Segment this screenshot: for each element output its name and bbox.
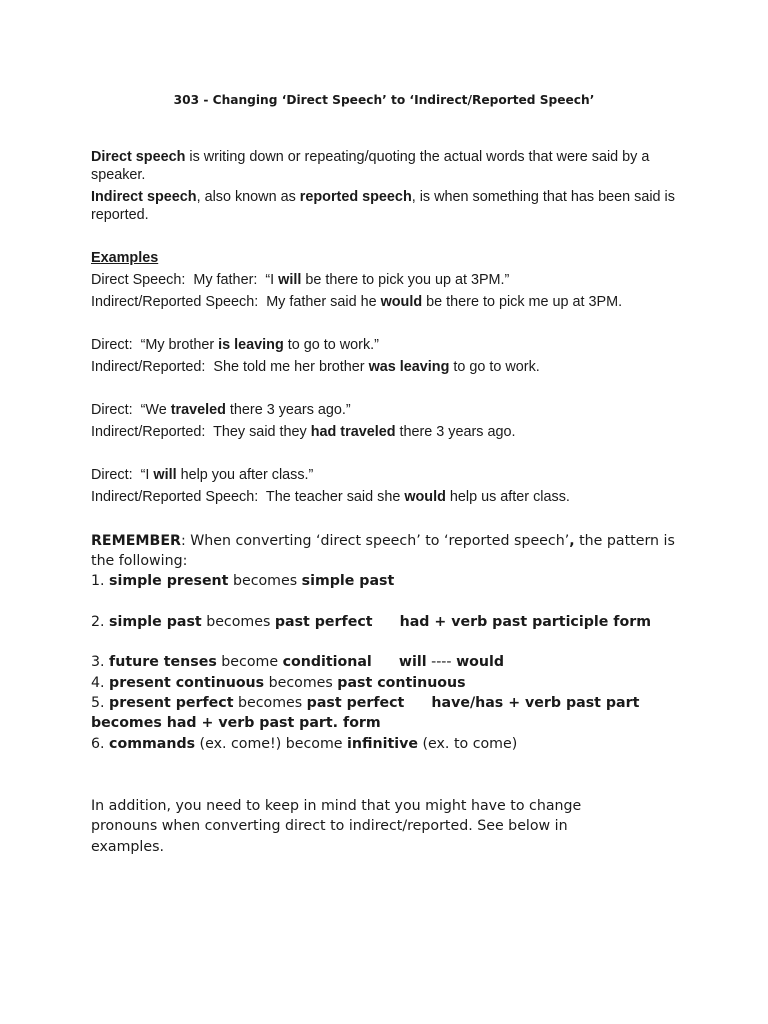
direct-speech-term: Direct speech	[91, 149, 186, 165]
example-1-indirect: Indirect/Reported Speech: My father said he would be there to pick me up at 3PM.	[91, 294, 623, 310]
example-2-direct: Direct: “My brother is leaving to go to work.”	[91, 337, 379, 353]
rule-2: 2. simple past becomes past perfect had + verb past participle form	[91, 614, 651, 630]
example-3-direct: Direct: “We traveled there 3 years ago.”	[91, 402, 351, 418]
example-2-indirect: Indirect/Reported: She told me her brother was leaving to go to work.	[91, 359, 540, 375]
direct-speech-definition: Direct speech is writing down or repeating/quoting the actual words that were said by a speaker.	[91, 149, 650, 183]
example-3-indirect: Indirect/Reported: They said they had traveled there 3 years ago.	[91, 424, 516, 440]
indirect-speech-definition: Indirect speech, also known as reported speech, is when something that has been said is reported.	[91, 189, 675, 223]
indirect-speech-term: Indirect speech	[91, 189, 197, 205]
remember-intro: REMEMBER: When converting ‘direct speech’ to ‘reported speech’, the pattern is the following:	[91, 533, 675, 570]
rule-3: 3. future tenses become conditional will ---- would	[91, 654, 505, 670]
addition-paragraph: In addition, you need to keep in mind that you might have to change pronouns when converting direct to indirect/reported. See below in examples.	[91, 798, 582, 855]
rule-4: 4. present continuous becomes past continuous	[91, 675, 466, 691]
remember-label: REMEMBER	[91, 533, 181, 549]
example-4-indirect: Indirect/Reported Speech: The teacher said she would help us after class.	[91, 489, 570, 505]
examples-heading: Examples	[91, 250, 159, 266]
example-4-direct: Direct: “I will help you after class.”	[91, 467, 314, 483]
rule-1: 1. simple present becomes simple past	[91, 573, 395, 589]
rule-5: 5. present perfect becomes past perfect have/has + verb past part becomes had + verb past part. form	[91, 695, 640, 732]
page-title: 303 - Changing ‘Direct Speech’ to ‘Indirect/Reported Speech’	[173, 93, 595, 107]
rule-6: 6. commands (ex. come!) become infinitive (ex. to come)	[91, 736, 518, 752]
example-1-direct: Direct Speech: My father: “I will be there to pick you up at 3PM.”	[91, 272, 510, 288]
reported-speech-term: reported speech	[299, 189, 412, 205]
